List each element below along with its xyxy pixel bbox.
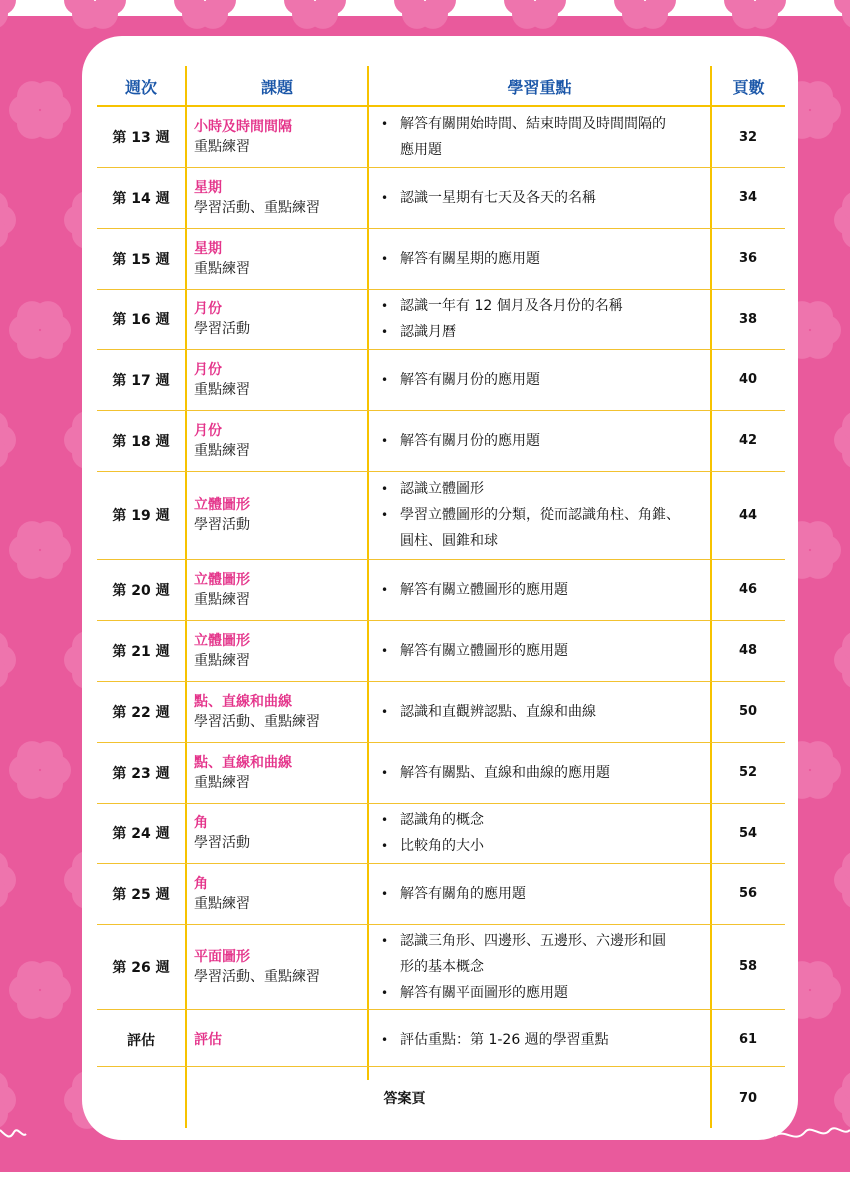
focus-point: • 認識一年有 12 個月及各月份的名稱 bbox=[380, 293, 623, 319]
table-row bbox=[97, 410, 785, 471]
week-cell: 第 24 週 bbox=[112, 826, 170, 842]
page-cell: 42 bbox=[738, 433, 758, 448]
page-cell: 44 bbox=[738, 507, 758, 523]
topic-cell bbox=[194, 559, 364, 620]
topic-title: 點、直線和曲線 bbox=[194, 693, 292, 710]
focus-point: • 認識月曆 bbox=[380, 319, 456, 345]
topic-title: 立體圖形 bbox=[194, 632, 250, 649]
focus-cell bbox=[380, 863, 710, 924]
focus-cell bbox=[380, 559, 710, 620]
flower-shape bbox=[64, 0, 126, 29]
page-cell: 52 bbox=[738, 765, 758, 780]
topic-title: 角 bbox=[194, 875, 208, 892]
week-cell: 第 16 週 bbox=[112, 312, 170, 328]
focus-point: 圓柱、圓錐和球 bbox=[400, 533, 498, 549]
week-cell: 第 13 週 bbox=[112, 130, 170, 146]
table-row bbox=[97, 471, 785, 559]
topic-title: 點、直線和曲線 bbox=[194, 754, 292, 771]
topic-subtitle: 重點練習 bbox=[194, 260, 250, 277]
topic-cell bbox=[194, 924, 364, 1009]
page-cell: 32 bbox=[738, 129, 758, 145]
header-focus: 學習重點 bbox=[507, 77, 572, 97]
table-row bbox=[97, 924, 785, 1009]
table-row bbox=[97, 803, 785, 863]
topic-title: 立體圖形 bbox=[194, 571, 250, 588]
week-cell: 第 17 週 bbox=[112, 372, 170, 389]
focus-point: • 認識和直觀辨認點、直線和曲線 bbox=[380, 699, 596, 725]
focus-point: • 解答有關月份的應用題 bbox=[380, 428, 540, 454]
week-cell: 第 14 週 bbox=[112, 190, 170, 207]
topic-subtitle: 學習活動 bbox=[194, 517, 250, 533]
flower-shape bbox=[504, 0, 566, 29]
flower-shape bbox=[834, 191, 850, 249]
flower-shape bbox=[174, 0, 236, 29]
bottom-white-strip bbox=[0, 1172, 850, 1190]
topic-subtitle: 學習活動 bbox=[194, 321, 250, 337]
flower-shape bbox=[834, 631, 850, 689]
decorative-squiggle bbox=[0, 1118, 850, 1148]
focus-point: • 解答有關平面圖形的應用題 bbox=[380, 980, 568, 1006]
flower-shape bbox=[0, 411, 16, 469]
flower-shape bbox=[0, 191, 16, 249]
topic-cell bbox=[194, 228, 364, 289]
focus-point: • 認識立體圖形 bbox=[380, 476, 484, 502]
answer-pages-label: 答案頁 bbox=[383, 1091, 426, 1107]
week-cell: 第 23 週 bbox=[112, 765, 170, 782]
topic-title: 小時及時間間隔 bbox=[194, 119, 292, 135]
page-cell: 38 bbox=[738, 311, 758, 327]
topic-cell bbox=[194, 410, 364, 471]
flower-shape bbox=[0, 851, 16, 909]
flower-shape bbox=[614, 0, 676, 29]
topic-cell bbox=[194, 863, 364, 924]
page-cell: 34 bbox=[738, 190, 758, 205]
page-cell: 61 bbox=[738, 1032, 758, 1047]
table-row bbox=[97, 167, 785, 228]
topic-subtitle: 重點練習 bbox=[194, 381, 250, 398]
focus-point: • 解答有關立體圖形的應用題 bbox=[380, 638, 568, 664]
topic-title: 月份 bbox=[194, 361, 222, 378]
focus-cell bbox=[380, 410, 710, 471]
header-topic: 課題 bbox=[260, 77, 293, 97]
page-cell: 56 bbox=[738, 886, 758, 901]
focus-cell bbox=[380, 681, 710, 742]
topic-subtitle: 學習活動、重點練習 bbox=[194, 713, 320, 730]
focus-cell bbox=[380, 107, 710, 167]
header-week: 週次 bbox=[124, 77, 157, 97]
focus-point: • 認識一星期有七天及各天的名稱 bbox=[380, 185, 596, 211]
flower-shape bbox=[0, 0, 16, 29]
focus-cell bbox=[380, 803, 710, 863]
table-row bbox=[97, 1009, 785, 1070]
week-cell: 第 15 週 bbox=[112, 251, 170, 268]
header-page: 頁數 bbox=[732, 77, 765, 97]
focus-cell bbox=[380, 742, 710, 803]
topic-subtitle: 學習活動、重點練習 bbox=[194, 968, 320, 985]
page-cell: 40 bbox=[738, 372, 758, 387]
week-cell: 第 22 週 bbox=[112, 704, 170, 721]
flower-shape bbox=[9, 961, 71, 1019]
week-cell: 第 19 週 bbox=[112, 508, 170, 524]
focus-cell bbox=[380, 1009, 710, 1070]
topic-cell bbox=[194, 803, 364, 863]
flower-shape bbox=[834, 851, 850, 909]
focus-point: • 比較角的大小 bbox=[380, 833, 484, 859]
flower-shape bbox=[9, 521, 71, 579]
topic-cell bbox=[194, 349, 364, 410]
flower-shape bbox=[9, 81, 71, 139]
topic-subtitle: 重點練習 bbox=[194, 139, 250, 155]
focus-point: • 解答有關星期的應用題 bbox=[380, 246, 540, 272]
focus-point: • 評估重點：第 1-26 週的學習重點 bbox=[380, 1027, 609, 1053]
focus-cell bbox=[380, 620, 710, 681]
page-cell: 50 bbox=[738, 704, 758, 719]
topic-subtitle: 重點練習 bbox=[194, 895, 250, 912]
focus-point: • 學習立體圖形的分類，從而認識角柱、角錐、 bbox=[380, 502, 680, 528]
flower-shape bbox=[284, 0, 346, 29]
week-cell: 第 25 週 bbox=[112, 886, 170, 903]
table-row bbox=[97, 742, 785, 803]
topic-title: 月份 bbox=[194, 422, 222, 439]
topic-cell bbox=[194, 289, 364, 349]
flower-shape bbox=[9, 301, 71, 359]
focus-point: • 解答有關開始時間、結束時間及時間間隔的 bbox=[380, 111, 666, 137]
table-row bbox=[97, 289, 785, 349]
page-cell: 54 bbox=[738, 825, 758, 841]
topic-title: 星期 bbox=[194, 179, 222, 196]
flower-shape bbox=[394, 0, 456, 29]
table-row bbox=[97, 863, 785, 924]
flower-shape bbox=[9, 741, 71, 799]
table-row bbox=[97, 620, 785, 681]
topic-title: 平面圖形 bbox=[194, 948, 250, 965]
topic-cell bbox=[194, 471, 364, 559]
flower-shape bbox=[724, 0, 786, 29]
focus-point: • 解答有關角的應用題 bbox=[380, 881, 526, 907]
topic-title: 立體圖形 bbox=[194, 497, 250, 513]
topic-title: 星期 bbox=[194, 240, 222, 257]
focus-cell bbox=[380, 924, 710, 1009]
topic-subtitle: 重點練習 bbox=[194, 591, 250, 608]
topic-title: 月份 bbox=[194, 301, 222, 317]
topic-subtitle: 重點練習 bbox=[194, 774, 250, 791]
topic-title: 評估 bbox=[194, 1031, 222, 1048]
page-cell: 36 bbox=[738, 251, 758, 266]
focus-cell bbox=[380, 167, 710, 228]
focus-point: • 解答有關立體圖形的應用題 bbox=[380, 577, 568, 603]
answer-pages-number: 70 bbox=[738, 1090, 758, 1106]
week-cell: 第 26 週 bbox=[112, 959, 170, 976]
table-row bbox=[97, 559, 785, 620]
focus-point: • 解答有關點、直線和曲線的應用題 bbox=[380, 760, 610, 786]
page-cell: 46 bbox=[738, 582, 758, 597]
table-row bbox=[97, 228, 785, 289]
focus-point: • 解答有關月份的應用題 bbox=[380, 367, 540, 393]
focus-cell bbox=[380, 289, 710, 349]
week-cell: 第 18 週 bbox=[112, 433, 170, 450]
week-cell: 第 20 週 bbox=[112, 582, 170, 599]
table-row bbox=[97, 107, 785, 167]
flower-shape bbox=[834, 0, 850, 29]
focus-cell bbox=[380, 228, 710, 289]
topic-subtitle: 學習活動、重點練習 bbox=[194, 199, 320, 216]
page-cell: 48 bbox=[738, 643, 758, 658]
focus-point: 應用題 bbox=[400, 142, 442, 158]
row-divider bbox=[97, 1066, 785, 1067]
week-cell: 第 21 週 bbox=[112, 643, 170, 660]
focus-point: • 認識角的概念 bbox=[380, 807, 484, 833]
focus-point: 形的基本概念 bbox=[400, 958, 484, 975]
topic-title: 角 bbox=[194, 815, 208, 831]
focus-cell bbox=[380, 471, 710, 559]
topic-cell bbox=[194, 681, 364, 742]
flower-shape bbox=[834, 411, 850, 469]
topic-cell bbox=[194, 620, 364, 681]
topic-cell bbox=[194, 1009, 364, 1070]
topic-subtitle: 重點練習 bbox=[194, 442, 250, 459]
flower-shape bbox=[0, 631, 16, 689]
topic-subtitle: 學習活動 bbox=[194, 835, 250, 851]
table-row bbox=[97, 681, 785, 742]
topic-subtitle: 重點練習 bbox=[194, 652, 250, 669]
topic-cell bbox=[194, 107, 364, 167]
topic-cell bbox=[194, 742, 364, 803]
focus-cell bbox=[380, 349, 710, 410]
week-cell: 評估 bbox=[127, 1032, 155, 1049]
table-row bbox=[97, 349, 785, 410]
focus-point: • 認識三角形、四邊形、五邊形、六邊形和圓 bbox=[380, 928, 666, 954]
page-cell: 58 bbox=[738, 959, 758, 974]
topic-cell bbox=[194, 167, 364, 228]
